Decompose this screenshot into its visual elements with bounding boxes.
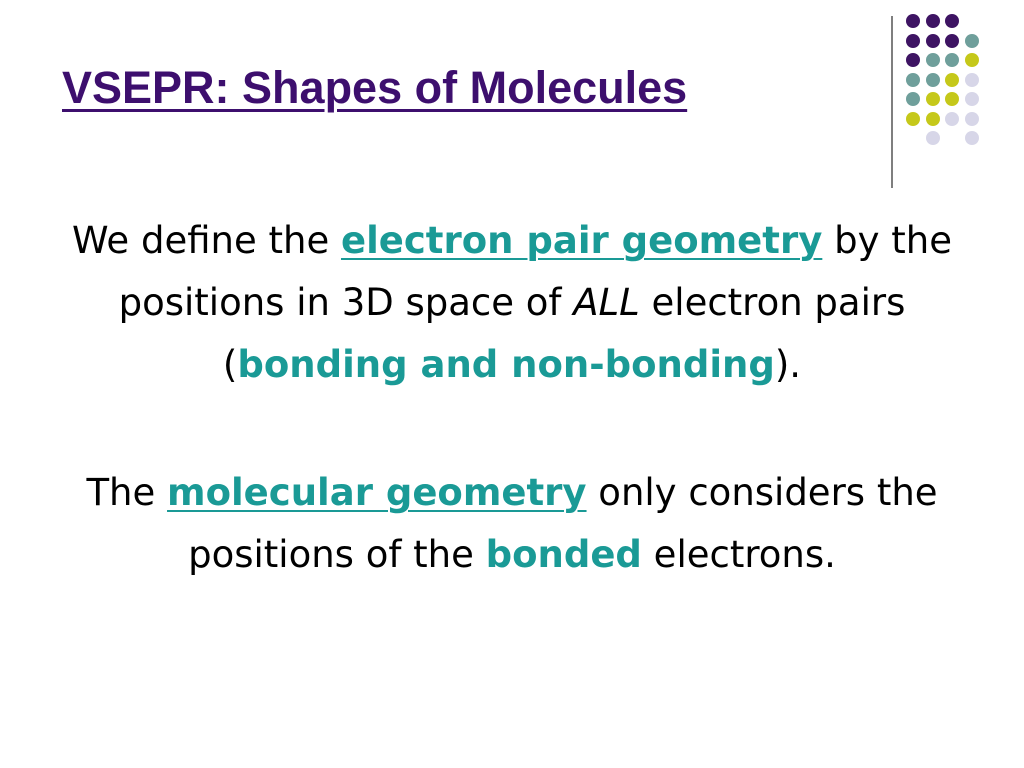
slide-title: VSEPR: Shapes of Molecules [62,62,688,113]
decorative-dot [945,14,959,28]
term-bonding-and-non-bonding: bonding and non-bonding [237,343,775,386]
title-divider-line [891,16,893,188]
emphasis-all: ALL [573,281,640,324]
decorative-dot [926,14,940,28]
decorative-dot [945,92,959,106]
decorative-dot [945,112,959,126]
term-electron-pair-geometry: electron pair geometry [340,219,823,262]
decorative-dot [965,53,979,67]
decorative-dot [965,92,979,106]
decorative-dot [965,131,979,145]
decorative-dot [926,53,940,67]
decorative-dot [926,112,940,126]
decorative-dot [926,34,940,48]
decorative-dot [906,14,920,28]
paragraph-text: electron pairs ( [222,281,906,386]
paragraph-text: only considers the positions of the [188,471,938,576]
decorative-dot [965,73,979,87]
electron-pair-geometry-paragraph [30,210,994,396]
decorative-dot [906,73,920,87]
molecular-geometry-paragraph [30,462,994,586]
decorative-dot [906,53,920,67]
decorative-dot [965,112,979,126]
decorative-dot [906,92,920,106]
term-bonded: bonded [485,533,642,576]
decorative-dot-grid [906,14,1006,168]
decorative-dot [945,34,959,48]
paragraph-text: The [86,471,168,514]
decorative-dot [945,53,959,67]
paragraph-text: by the positions in 3D space of [118,219,952,324]
paragraph-text: We define the [72,219,341,262]
decorative-dot [965,34,979,48]
paragraph-text: electrons. [641,533,836,576]
decorative-dot [926,131,940,145]
decorative-dot [926,92,940,106]
decorative-dot [945,73,959,87]
decorative-dot [926,73,940,87]
decorative-dot [906,112,920,126]
decorative-dot [906,34,920,48]
paragraph-text: ). [774,343,802,386]
term-molecular-geometry: molecular geometry [167,471,587,514]
